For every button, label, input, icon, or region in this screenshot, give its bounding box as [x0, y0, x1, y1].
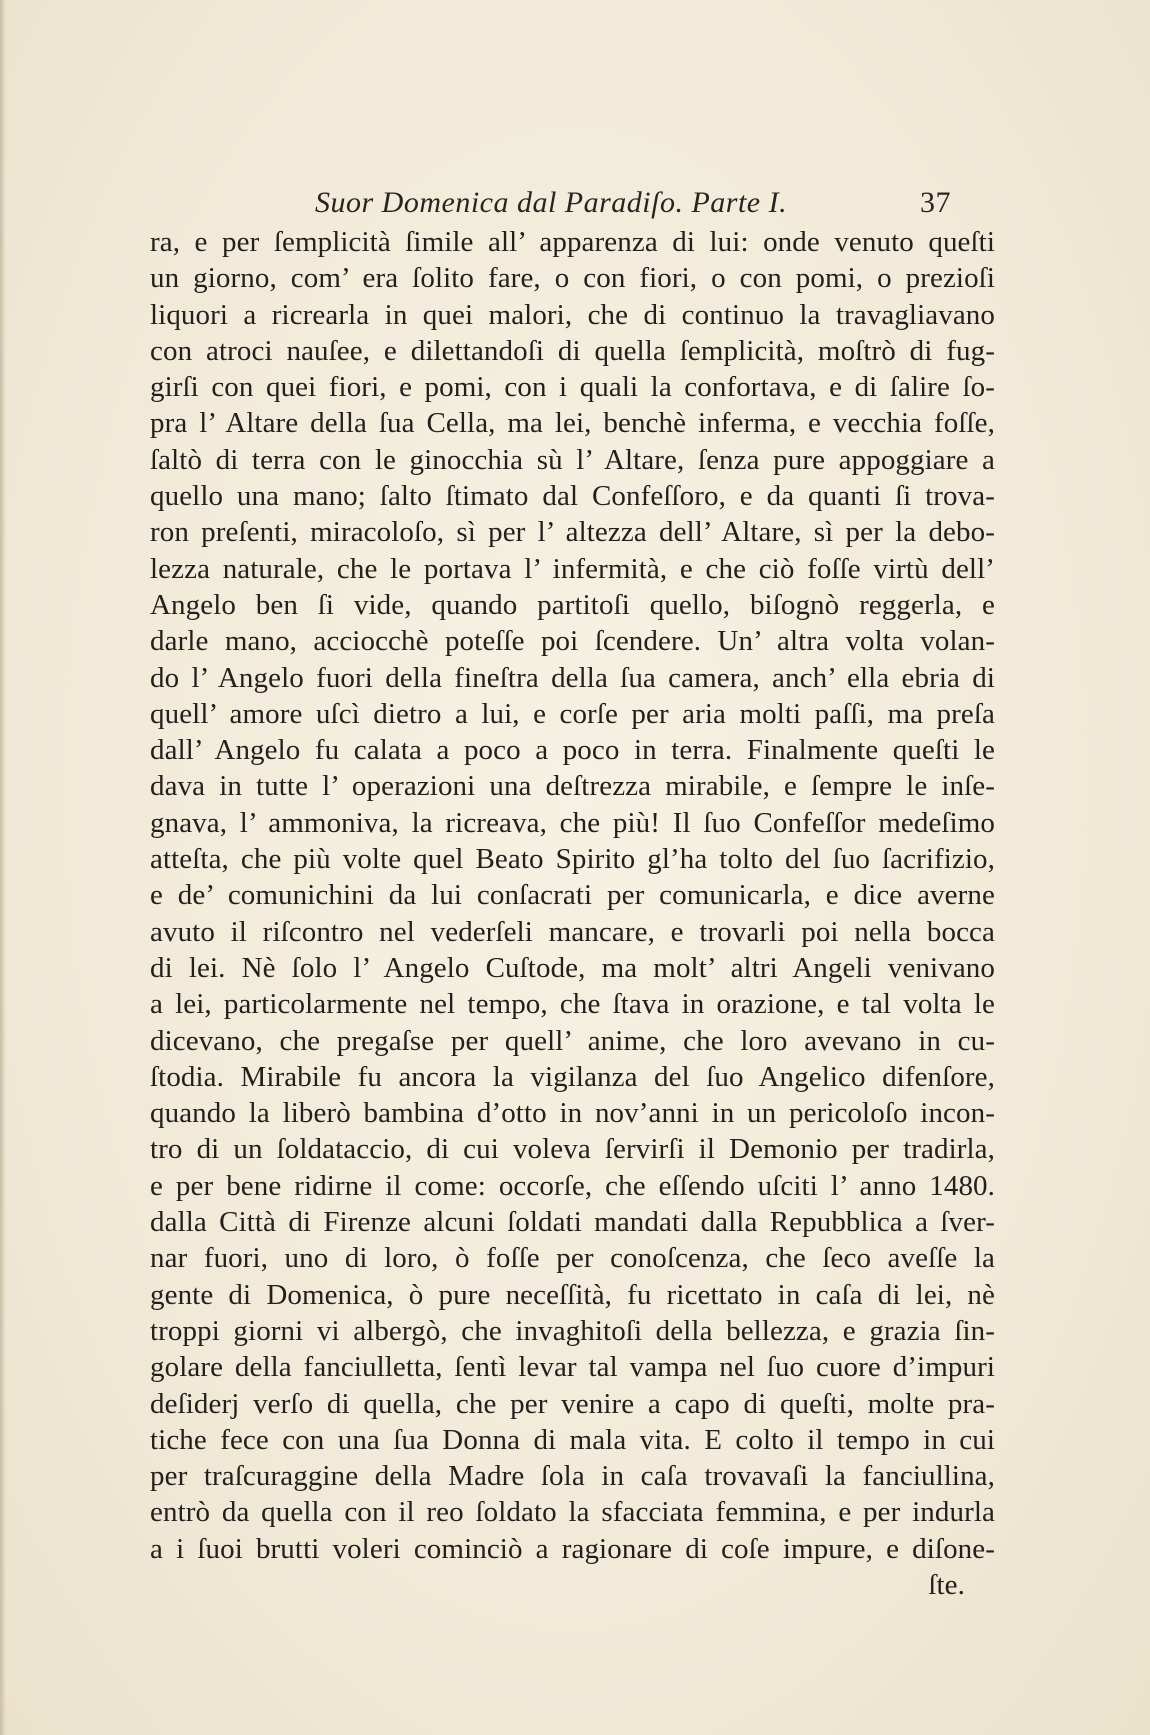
text-line: di lei. Nè ſolo l’ Angelo Cuſtode, ma molt’ altri Angeli venivano	[150, 951, 995, 984]
text-line: tiche fece con una ſua Donna di mala vita. E colto il tempo in cui	[150, 1423, 995, 1456]
text-line: con atroci nauſee, e dilettandoſi di quella ſemplicità, moſtrò di fug-	[150, 334, 995, 367]
text-line: lezza naturale, che le portava l’ infermità, e che ciò foſſe virtù dell’	[150, 552, 995, 585]
text-line: liquori a ricrearla in quei malori, che di continuo la travagliavano	[150, 298, 995, 331]
text-line: ſaltò di terra con le ginocchia sù l’ Altare, ſenza pure appoggiare a	[150, 443, 995, 476]
text-line: gnava, l’ ammoniva, la ricreava, che più! Il ſuo Confeſſor medeſimo	[150, 806, 995, 839]
text-line: tro di un ſoldataccio, di cui voleva ſervirſi il Demonio per tradirla,	[150, 1133, 995, 1166]
text-line: per traſcuraggine della Madre ſola in caſa trovavaſi la fanciullina,	[150, 1460, 995, 1493]
text-line: quell’ amore uſcì dietro a lui, e corſe per aria molti paſſi, ma preſa	[150, 697, 995, 730]
running-title: Suor Domenica dal Paradiſo. Parte I.	[315, 186, 788, 219]
text-line: un giorno, com’ era ſolito fare, o con fiori, o con pomi, o prezioſi	[150, 262, 995, 295]
text-line: do l’ Angelo fuori della fineſtra della ſua camera, anch’ ella ebria di	[150, 661, 995, 694]
text-line: pra l’ Altare della ſua Cella, ma lei, benchè inferma, e vecchia foſſe,	[150, 407, 995, 440]
page-number: 37	[920, 186, 951, 219]
text-line: darle mano, acciocchè poteſſe poi ſcendere. Un’ altra volta volan-	[150, 625, 995, 658]
text-line: quello una mano; ſalto ſtimato dal Confeſſoro, e da quanti ſi trova-	[150, 480, 995, 513]
page-left-edge	[0, 0, 6, 1735]
text-line: troppi giorni vi albergò, che invaghitoſi della bellezza, e grazia ſin-	[150, 1314, 995, 1347]
text-line: a lei, particolarmente nel tempo, che ſtava in orazione, e tal volta le	[150, 988, 995, 1021]
text-line: e per bene ridirne il come: occorſe, che eſſendo uſciti l’ anno 1480.	[150, 1169, 995, 1202]
text-line: dicevano, che pregaſse per quell’ anime, che loro avevano in cu-	[150, 1024, 995, 1057]
text-line: atteſta, che più volte quel Beato Spirito gl’ha tolto del ſuo ſacrifizio,	[150, 843, 995, 876]
text-line: golare della fanciulletta, ſentì levar tal vampa nel ſuo cuore d’impuri	[150, 1351, 995, 1384]
text-line: gente di Domenica, ò pure neceſſità, fu ricettato in caſa di lei, nè	[150, 1278, 995, 1311]
page-body-text	[150, 224, 995, 1603]
text-line: dava in tutte l’ operazioni una deſtrezza mirabile, e ſempre le inſe-	[150, 770, 995, 803]
text-line: e de’ comunichini da lui conſacrati per comunicarla, e dice averne	[150, 879, 995, 912]
catchword-line: ſte.	[928, 1568, 965, 1601]
text-line: ſtodia. Mirabile fu ancora la vigilanza del ſuo Angelico difenſore,	[150, 1060, 995, 1093]
text-line: girſi con quei fiori, e pomi, con i quali la confortava, e di ſalire ſo-	[150, 371, 995, 404]
text-line: nar fuori, uno di loro, ò foſſe per conoſcenza, che ſeco aveſſe la	[150, 1242, 995, 1275]
text-line: deſiderj verſo di quella, che per venire a capo di queſti, molte pra-	[150, 1387, 995, 1420]
running-header	[150, 186, 1000, 226]
text-line: dalla Città di Firenze alcuni ſoldati mandati dalla Repubblica a ſver-	[150, 1206, 995, 1239]
text-line: dall’ Angelo fu calata a poco a poco in terra. Finalmente queſti le	[150, 734, 995, 767]
text-line: a i ſuoi brutti voleri cominciò a ragionare di coſe impure, e diſone-	[150, 1532, 995, 1565]
text-line: avuto il riſcontro nel vederſeli mancare, e trovarli poi nella bocca	[150, 915, 995, 948]
text-line: entrò da quella con il reo ſoldato la sfacciata femmina, e per indurla	[150, 1496, 995, 1529]
text-line: ra, e per ſemplicità ſimile all’ apparenza di lui: onde venuto queſti	[150, 226, 995, 258]
text-line: Angelo ben ſi vide, quando partitoſi quello, biſognò reggerla, e	[150, 588, 995, 621]
text-line: ron preſenti, miracoloſo, sì per l’ altezza dell’ Altare, sì per la debo-	[150, 516, 995, 549]
text-line: quando la liberò bambina d’otto in nov’anni in un pericoloſo incon-	[150, 1097, 995, 1130]
